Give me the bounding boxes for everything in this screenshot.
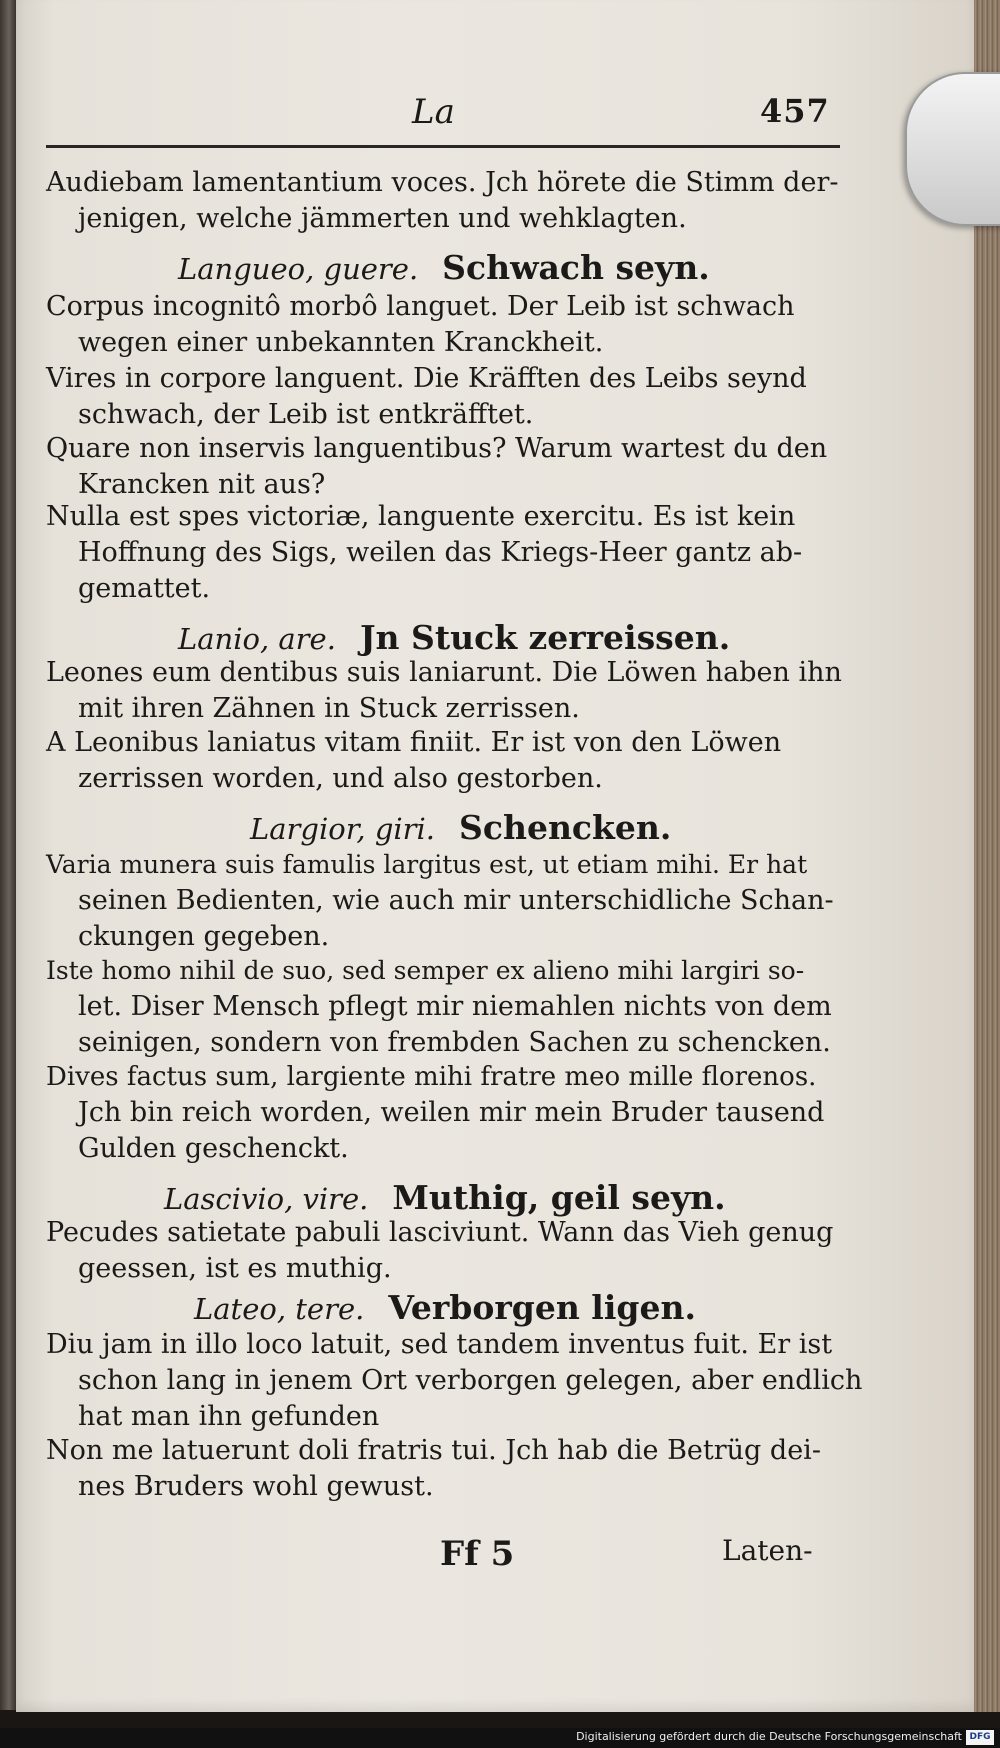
text-line: gemattet. [78, 573, 211, 604]
text-line: Dives factus sum, largiente mihi fratre meo mille florenos. [46, 1062, 817, 1092]
heading-latin: Langueo, guere. [178, 252, 419, 286]
heading-latin: Lateo, tere. [194, 1292, 365, 1326]
dfg-logo-icon: DFG [966, 1730, 994, 1745]
text-line: Pecudes satietate pabuli lasciviunt. Wann das Vieh genug [46, 1217, 834, 1248]
entry-heading [178, 618, 730, 657]
text-line: ckungen gegeben. [78, 921, 330, 952]
heading-german: Verborgen ligen. [388, 1288, 696, 1327]
heading-latin: Largior, giri. [250, 812, 436, 846]
heading-latin: Lanio, are. [178, 622, 336, 656]
text-line: jenigen, welche jämmerten und wehklagten. [78, 203, 687, 234]
text-line: Varia munera suis famulis largitus est, ut etiam mihi. Er hat [46, 850, 808, 879]
text-line: Jch bin reich worden, weilen mir mein Bruder tausend [78, 1097, 825, 1128]
page-edge-stack [974, 0, 1000, 1712]
entry-heading [164, 1178, 726, 1217]
page-number: 457 [760, 92, 830, 130]
heading-german: Muthig, geil seyn. [392, 1178, 726, 1217]
text-line: Quare non inservis languentibus? Warum wartest du den [46, 433, 828, 464]
text-line: Nulla est spes victoriæ, languente exercitu. Es ist kein [46, 501, 796, 532]
text-line: A Leonibus laniatus vitam finiit. Er ist von den Löwen [46, 727, 782, 758]
text-line: Non me latuerunt doli fratris tui. Jch hab die Betrüg dei- [46, 1435, 821, 1466]
text-line: Corpus incognitô morbô languet. Der Leib ist schwach [46, 291, 795, 322]
catchword: Laten- [722, 1534, 813, 1567]
funding-banner [0, 1728, 1000, 1748]
entry-heading [178, 248, 710, 287]
text-line: mit ihren Zähnen in Stuck zerrissen. [78, 693, 580, 724]
text-line: Diu jam in illo loco latuit, sed tandem inventus fuit. Er ist [46, 1329, 833, 1360]
entry-heading [250, 808, 671, 847]
page-clip [905, 72, 1000, 226]
heading-german: Schwach seyn. [442, 248, 710, 287]
text-line: Hoffnung des Sigs, weilen das Kriegs-Heer gantz ab- [78, 537, 803, 568]
header-rule [46, 145, 840, 148]
funding-text: Digitalisierung gefördert durch die Deutsche Forschungsgemeinschaft [576, 1730, 962, 1743]
heading-german: Schencken. [459, 808, 672, 847]
text-line: Iste homo nihil de suo, sed semper ex alieno mihi largiri so- [46, 956, 805, 985]
text-line: zerrissen worden, und also gestorben. [78, 763, 603, 794]
text-line: Vires in corpore languent. Die Kräfften des Leibs seynd [46, 363, 807, 394]
heading-german: Jn Stuck zerreissen. [359, 618, 731, 657]
heading-latin: Lascivio, vire. [164, 1182, 369, 1216]
signature-mark: Ff 5 [440, 1534, 515, 1574]
text-line: nes Bruders wohl gewust. [78, 1471, 434, 1502]
text-line: Audiebam lamentantium voces. Jch hörete die Stimm der- [46, 167, 839, 198]
text-line: Gulden geschenckt. [78, 1133, 349, 1164]
text-line: geessen, ist es muthig. [78, 1253, 392, 1284]
text-line: hat man ihn gefunden [78, 1401, 380, 1432]
text-line: Leones eum dentibus suis laniarunt. Die Löwen haben ihn [46, 657, 842, 688]
text-line: seinen Bedienten, wie auch mir unterschidliche Schan- [78, 885, 834, 916]
text-line: Krancken nit aus? [78, 469, 326, 500]
running-head: La [412, 92, 455, 132]
text-line: schwach, der Leib ist entkräfftet. [78, 399, 534, 430]
text-line: schon lang in jenem Ort verborgen gelegen, aber endlich [78, 1365, 863, 1396]
text-line: let. Diser Mensch pflegt mir niemahlen nichts von dem [78, 991, 832, 1022]
text-line: wegen einer unbekannten Kranckheit. [78, 327, 604, 358]
text-line: seinigen, sondern von frembden Sachen zu schencken. [78, 1027, 831, 1058]
entry-heading [194, 1288, 696, 1327]
